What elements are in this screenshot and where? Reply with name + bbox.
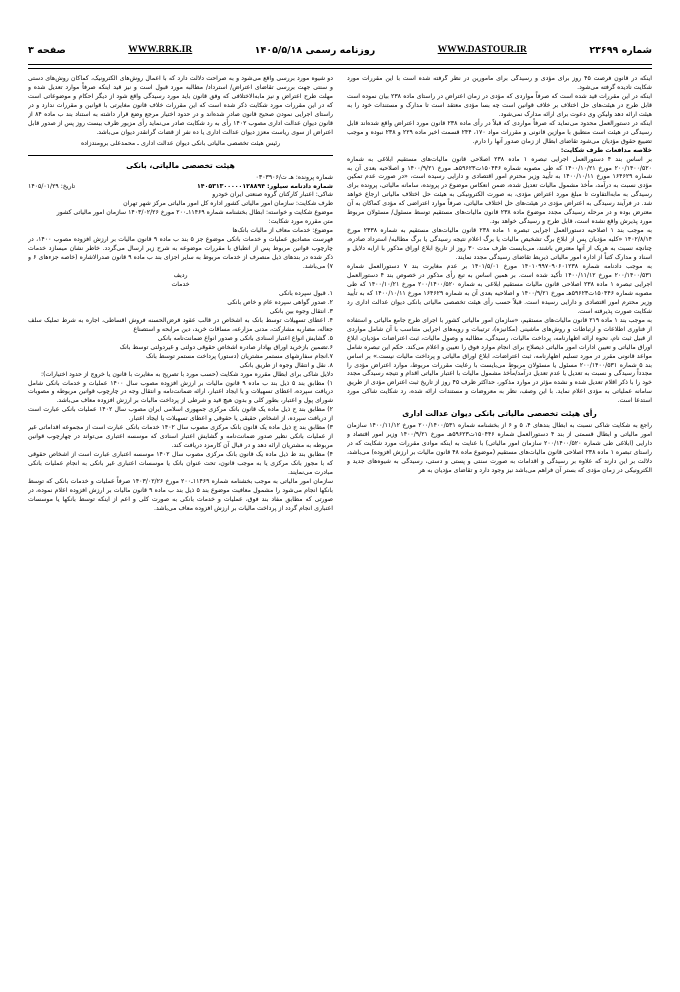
reason-item: ۳) مطابق بند ج ذیل ماده یک قانون بانک مرکزی مصوب سال ۱۴۰۲ خدمات بانکی عبارت است از مجموعه اقداماتی غیر از عملیات بانکی نظیر صدور ضمانت‌نامه و گشایش اعتبار اسنادی که موسسه اعتباری می‌تواند در چهارچوب قوانین مربوطه به مشتریان ارائه دهد و در قبال آن کارمزد دریافت کند. bbox=[28, 424, 333, 450]
defense-summary-heading: خلاصه مدافعات طرف شکایت: bbox=[560, 146, 652, 154]
verdict-date: تاریخ: ۱۴۰۵/۰۱/۲۹ bbox=[28, 182, 76, 190]
paragraph: اینکه در این مقررات قید شده است که صرفاً مواردی که مؤدی در زمان اعتراض در راستای ماده ۲۳۸ بیان نموده است قابل طرح در هیئت‌های حل اختلاف بر خلاف قوانین است چه بسا مؤدی معتقد است تا مدارک و مستندات خود را به هیئت ارائه دهد ولیکن وی دعوت برای ارائه مدارک نمی‌شود. bbox=[347, 92, 652, 118]
reason-item: ۱) مطابق بند ۵ ذیل بند ب ماده ۹ قانون مالیات بر ارزش افزوده مصوب سال ۱۴۰۰ عملیات و خدمات بانکی شامل دریافت سپرده، اعطای تسهیلات و یا ایجاد اعتبار، ارائه ضمانت‌نامه و انتقال وجه در چارچوب قوانین مربوطه و مصوبات شورای پول و اعتبار، بطور کلی و بدون هیچ قید و شرطی از پرداخت مالیات بر ارزش افزوده معاف می‌باشد. bbox=[28, 379, 333, 405]
paragraph: اینکه در قانون فرصت ۴۵ روز برای مؤدی و رسیدگی برای مأمورین در نظر گرفته شده است با این مقررات مورد شکایت نادیده گرفته می‌شود. bbox=[347, 75, 652, 91]
paragraph: به موجب بند ۱ ماده ۲۱۹ قانون مالیات‌های مستقیم، «سازمان امور مالیاتی کشور با اجرای طرح جامع مالیاتی و استفاده از فناوری اطلاعات و ارتباطات و روش‌های ماشینی (مکانیزه)، ترتیبات و رویه‌های اجرایی متناسب با آن شامل مواردی از قبیل ثبت نام، نحوه ارائه اظهارنامه، پرداخت مالیات، رسیدگی، مطالبه و وصول مالیات، ثبت اعتراضات مؤدیان، ابلاغ اوراق مالیاتی و تعیین ادارات امور مالیاتی ذیصلاح برای انجام موارد فوق را تعیین و اعلام می‌کند. حکم این تبصره شامل مواعد قانونی مقرر در مورد تسلیم اظهارنامه، ثبت اعتراضات، ابلاغ اوراق مالیاتی و پرداخت مالیات نیست.» بر اساس بند ۵ شماره ۲۰۰/۱۴۰۰/۵۳۱ مسئول یا مسئولان مربوط می‌بایست با رعایت مقررات مربوط، موارد اعتراض مؤدی را مجدداً رسیدگی و نسبت به تعدیل یا عدم تعدیل درآمد/مأخذ مشمول مالیات با اعتبار مالیاتی اقدام و نتیجه رسیدگی مجدد خود را با ذکر اقلام تعدیل شده و نشده مؤثر در موارد مذکور، حداکثر ظرف ۴۵ روز از تاریخ ثبت اعتراض مؤدی از طریق سامانه عملیاتی به مؤدی اعلام نماید. با این وصف، نظر به معروضات و مستندات ارائه شده، رد شکایت شاکی مورد استدعا است. bbox=[347, 316, 652, 405]
plaintiff: شاکی: اعتبار کارکنان گروه صنعتی ایران خودرو bbox=[212, 191, 333, 199]
list-item: ۳. انتقال وجوه بین بانکی bbox=[269, 307, 333, 315]
list-item: ۵. گشایش انواع اعتبار اسنادی بانکی و صدور انواع ضمانت‌نامه بانکی bbox=[157, 334, 333, 342]
verdict-number: شماره دادنامه سیلور: ۱۴۰۵۳۱۳۰۰۰۰۰۱۲۸۸۹۴ bbox=[197, 182, 333, 190]
section-divider bbox=[28, 155, 333, 156]
paragraph: بر اساس بند ۴ دستورالعمل اجرایی تبصره ۱ ماده ۲۳۸ اصلاحی قانون مالیات‌های مستقیم ابلاغی به شماره ۲۰۰/۱۴۰۰/۵۲۰ مورخ ۱۴۰۰/۱۰/۲۱ که طی مصوبه شماره ۱۵۰۴۴۶ت۵۹۶۲۳هـ مورخ ۱۴۰۰/۹/۲۱ و اصلاحیه بعدی آن به شماره ۱۶۴۶۲۹ مورخ ۱۴۰۰/۱۰/۱۱ به تأیید وزیر محترم امور اقتصادی و دارایی رسیده است، «در صورت عدم تمکین مؤدی نسبت به درآمد، مأخذ مشمول مالیات تعدیل شده، ضمن انعکاس موضوع در پرونده، سامانه مالیاتی، پرونده برای رسیدگی به مابه‌التفاوت تا مبلغ مورد اعتراض مؤدی، به صورت الکترونیکی به هیئت حل اختلاف مالیاتی ارجاع خواهد شد. در فرآیند رسیدگی به اعتراض مؤدی در هیئت‌های حل اختلاف مالیاتی، صرفاً موارد اعتراضی که مؤدی کماکان به آن معترض بوده و در مرحله رسیدگی مجدد موضوع ماده ۲۳۸ قانون مالیات‌های مستقیم توسط مسئول/ مسئولان مربوط مورد پذیرش واقع نشده است، قابل طرح و رسیدگی خواهد بود. bbox=[347, 155, 652, 226]
gazette-date: روزنامه رسمی ۱۴۰۵/۵/۱۸ bbox=[254, 44, 376, 56]
header-rule bbox=[28, 64, 652, 69]
reason-item: ۲) مطابق بند ح ذیل ماده یک قانون بانک مرکزی جمهوری اسلامی ایران مصوب سال ۱۴۰۲ عملیات بانکی عبارت است از دریافت سپرده، از اشخاص حقیقی یا حقوقی و اعطای تسهیلات یا ایجاد اعتبار. bbox=[28, 406, 333, 423]
list-item: ۱. قبول سپرده بانکی bbox=[278, 289, 333, 297]
defendant: طرف شکایت: سازمان امور مالیاتی کشور اداره کل امور مالیاتی مرکز شهر تهران bbox=[123, 200, 333, 208]
rrk-link[interactable]: WWW.RRK.IR bbox=[128, 45, 193, 55]
complaint-subject: موضوع شکایت و خواسته: ابطال بخشنامه شماره ۱۱۴۶۹ـ۲۰۰ مورخ ۱۴۰۳/۰۲/۲۶ سازمان امور مالیاتی کشور bbox=[56, 209, 333, 217]
verdict-text: راجع به شکایت شاکی نسبت به ابطال بندهای ۴، ۵ و ۶ از بخشنامه شماره ۲۰۰/۱۴۰۰/۵۳۱ مورخ ۱۴۰۰/۱۱/۱۲ سازمان امور مالیاتی و ابطال قسمتی از بند ۴ دستورالعمل شماره ۱۵۰۴۴۶ت۵۹۶۲۳هـ مورخ ۱۴۰۰/۹/۲۱ وزیر امور اقتصاد و دارایی (ابلاغی طی شماره ۲۰۰/۱۴۰۰/۵۲۰ سازمان امور مالیاتی) با عنایت به اینکه موادی مقررات مورد شکایت که در راستای تبصره ۱ ماده ۲۳۸ اصلاحی قانون مالیات‌های مستقیم (موضوع ماده ۴۸ قانون مالیات بر ارزش افزوده) می‌باشد، دلالت بر این دارند که علاوه بر رسیدگی و اقدامات به صورت سنتی و پستی و دستی، رسیدگی به شیوه‌های جدید و الکترونیکی در زمان مؤدی که بستر آن فراهم می‌باشد نیز وجود دارد و تقاضای مؤدیان به هر bbox=[347, 422, 652, 474]
reasons-intro: دلایل شاکی برای ابطال مقرره مورد شکایت (حسب مورد با تصریح به مغایرت با قانون یا خروج از حدود اختیارات): bbox=[40, 370, 333, 378]
signature: رئیس هیئت تخصصی مالیاتی بانکی دیوان عدالت اداری ـ محمدعلی برومندزاده bbox=[80, 139, 281, 147]
page-header bbox=[28, 38, 652, 62]
section-title: هیئت تخصصی مالیاتی، بانکی bbox=[126, 160, 235, 170]
regulation-label: متن مقرره مورد شکایت: bbox=[268, 218, 333, 226]
paragraph: به موجب دادنامه شماره ۱۴۰۱۰۹۹۷۰۹۰۶۰۱۲۳۸ مورخ ۱۴۰۱/۵/۰۱ بر عدم مغایرت بند ۷ دستورالعمل شماره ۲۰۰/۱۴۰۰/۵۳۱ مورخ ۱۴۰۰/۱۱/۱۲ تأکید شده است. بر همین اساس به تبع رأی مذکور در خصوص بند ۴ دستورالعمل اجرایی تبصره ۱ ماده ۲۳۸ اصلاحی قانون مالیات مستقیم ابلاغی به شماره ۲۰۰/۱۴۰۰/۵۲۰ مورخ ۱۴۰۰/۱۰/۲۱ که طی مصوبه شماره ۱۵۰۴۴۶ت۵۹۶۲۳هـ مورخ ۱۴۰۰/۹/۲۱ و اصلاحیه بعدی آن به شماره ۱۶۴۶۲۹ مورخ ۱۴۰۰/۱۰/۱۱ که به تأیید وزیر محترم امور اقتصادی و دارایی رسیده است. قبلاً حسب رأی هیئت تخصصی مالیاتی بانکی دیوان عدالت اداری رد شکایت صورت پذیرفته است. bbox=[347, 263, 652, 315]
verdict-title: رأی هیئت تخصصی مالیاتی بانکی دیوان عدالت اداری bbox=[402, 409, 597, 419]
paragraph: دو شیوه مورد بررسی واقع می‌شود و به صراحت دلالت دارد که با اعمال روش‌های الکترونیک، کماکان روش‌های دستی و سنتی جهت بررسی تقاضای اعتراض/ استرداد/ مطالبه مورد قبول است و نیز قید اینکه صرفاً موارد تعدیل شده و مهلت طرح اعتراض و نیز مابه‌الاختلافی که وفق قانون باید مورد رسیدگی واقع شود از دیگر احکام و موضوعاتی است که در این مقررات مورد شکایت ذکر شده است که این مقررات خلاف قانون مغایرتی با قوانین و مقررات ندارد و در راستای اجرایی نمودن صحیح قانون صادر شده‌اند و در حدود اختیار مرجع وضع قرار داشته به استناد بند ب ماده ۸۴ از قانون دیوان عدالت اداری مصوب ۱۴۰۲ رأی به رد شکایت صادر می‌نماید رأی مزبور ظرف بیست روز پس از صدور قابل اعتراض از سوی ریاست معزز دیوان عدالت اداری یا ده نفر از قضات گرانقدر دیوان می‌باشد. bbox=[28, 75, 333, 136]
regulation-subject: موضوع: خدمات معاف از مالیات بانک‌ها bbox=[232, 227, 333, 235]
left-column bbox=[28, 75, 333, 990]
right-column bbox=[347, 75, 652, 990]
dastour-link[interactable]: WWW.DASTOUR.IR bbox=[437, 45, 527, 55]
page-number: صفحه ۳ bbox=[28, 44, 66, 56]
list-item: ۷.انجام سفارشهای مستمر مشتریان (دستور) پرداخت مستمر توسط بانک bbox=[146, 352, 333, 360]
list-item: ۲. صدور گواهی سپرده عام و خاص بانکی bbox=[227, 298, 333, 306]
list-item: ۸. نقل و انتقال وجوه از طریق بانکی bbox=[239, 361, 333, 369]
columns bbox=[28, 75, 652, 990]
paragraph: به موجب بند ۱ اصلاحیه دستورالعمل اجرایی تبصره ۱ ماده ۲۳۸ قانون مالیات‌های مستقیم به شماره ۲۴۳۸ مورخ ۱۴۰۲/۸/۱۴ «کلیه مؤدیان پس از ابلاغ برگ تشخیص مالیات یا برگ اعلام نتیجه رسیدگی یا برگ مطالبه/ استرداد صادره، چنانچه نسبت به هریک از آنها معترض باشند، می‌بایست ظرف مدت ۳۰ روز از تاریخ ابلاغ اوراق مذکور با ارایه دلایل و اسناد و مدارک کتباً از اداره امور مالیاتی ذیربط تقاضای رسیدگی مجدد نمایند. bbox=[347, 227, 652, 262]
regulation-text: فهرست مصادیق عملیات و خدمات بانکی موضوع جز ۵ بند ب ماده ۹ قانون مالیات بر ارزش افزوده مصوب ۱۴۰۰، در چارچوب قوانین مربوط پس از انطباق با مقررات موضوعه به شرح زیر ارسال می‌گردد. خاطر نشان میسازد خدمات ذکر شده در بندهای ذیل منصرف از خدمات مربوط به سایر اجزای بند ب ماده ۹ قانون صدرالاشاره (خاصه جزءهای ۶ و ۷) می‌باشد. bbox=[28, 236, 333, 271]
list-item: ۶.تضمین بازخرید اوراق بهادار صادره اشخاص حقوقی دولتی و غیردولتی توسط بانک bbox=[119, 343, 333, 351]
list-header: ردیف bbox=[173, 272, 188, 280]
list-subheader: خدمات bbox=[171, 281, 190, 289]
list-item: ۴. اعطای تسهیلات توسط بانک به اشخاص در قالب عقود قرض‌الحسنه فروش اقساطی، اجاره به شرط تملیک سلف جعاله، مضاربه مشارکت، مدنی مزارعه، مساقات خرید، دین مرابحه و استصناع bbox=[28, 316, 333, 333]
case-number: شماره پرونده: هـ ت/۰۳۰۳۹۰۶ bbox=[255, 173, 333, 181]
paragraph: اینکه در دستورالعمل محدود می‌نماید که صرفاً مواردی که قبلاً در رأی ماده ۲۳۸ قانون مورد اعتراض واقع شده‌اند قابل رسیدگی در هیئت است منطبق با موازین قانونی و مقررات مواد ۱۷۰، ۲۴۴ قسمت اخیر ماده ۲۲۹ و ۲۳۸ نبوده و موجب تضییع حقوق مؤدیان می‌شود تقاضای ابطال از زمان صدور آنها را دارم. bbox=[347, 119, 652, 145]
issue-number: شماره ۲۳۶۹۹ bbox=[589, 44, 652, 56]
reason-item: ۴) مطابق بند ط ذیل ماده یک قانون بانک مرکزی مصوب سال ۱۴۰۲ موسسه اعتباری عبارت است از اشخاص حقوقی که با مجوز بانک مرکزی یا به موجب قانون، تحت عنوان بانک یا موسسات اعتباری غیر بانکی به انجام عملیات بانکی مبادرت می‌نمایند. bbox=[28, 451, 333, 477]
reason-item: سازمان امور مالیاتی به موجب بخشنامه شماره ۱۱۴۶۹ـ۲۰۰ مورخ ۱۴۰۳/۰۲/۲۶ صرفاً عملیات و خدمات بانکی که توسط بانکها انجام می‌شود را مشمول معافیت موضوع بند ۵ ذیل بند ب ماده ۹ قانون مالیات بر ارزش افزوده اعلام نموده، در صورتی که مطابق مفاد بند فوق، عملیات و خدمات بانکی به صورت کلی و اعم از اینکه توسط بانکها یا موسسات اعتباری انجام گردد از پرداخت مالیات بر ارزش افزوده معاف می‌باشد. bbox=[28, 477, 333, 512]
